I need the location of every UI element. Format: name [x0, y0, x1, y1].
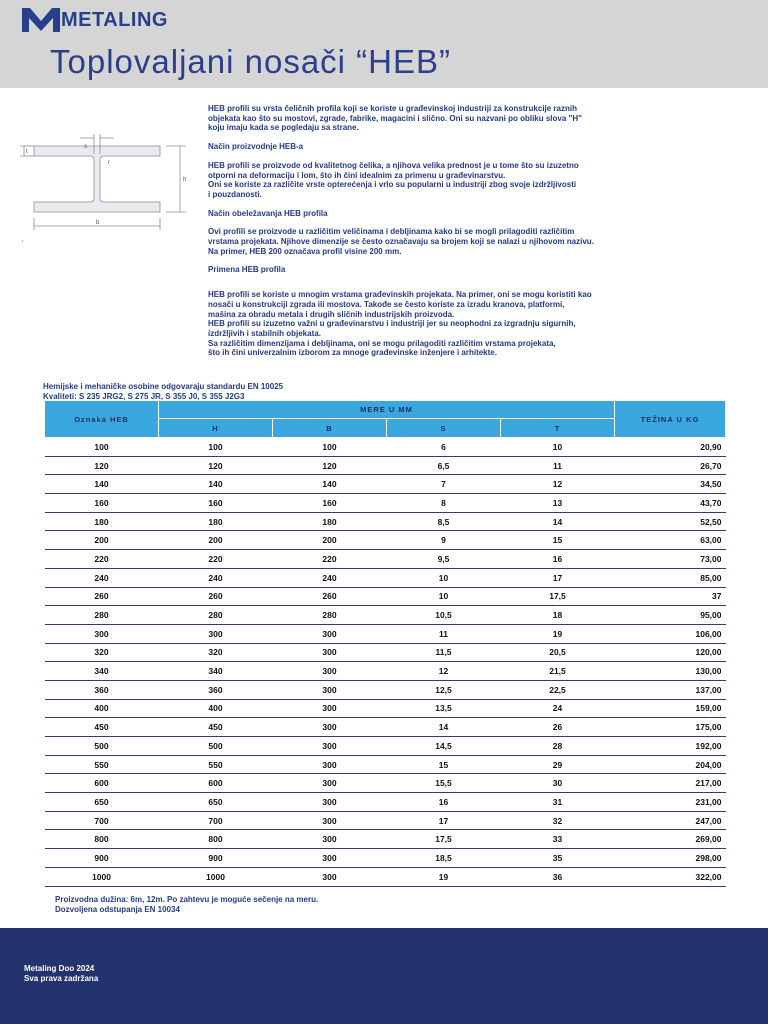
table-cell: 450 [45, 718, 159, 737]
table-cell: 36 [501, 867, 615, 886]
quality-line-2: Kvaliteti: S 235 JRG2, S 275 JR, S 355 J0, S 355 J2G3 [43, 391, 245, 401]
table-cell: 73,00 [615, 550, 726, 569]
table-row [45, 438, 726, 457]
table-cell: 10 [387, 568, 501, 587]
table-cell: 600 [159, 774, 273, 793]
page-title: Toplovaljani nosači “HEB” [50, 43, 452, 80]
table-cell: 269,00 [615, 830, 726, 849]
section-heading-application: Primena HEB profila [208, 265, 286, 275]
table-cell: 33 [501, 830, 615, 849]
brand-name: METALING [61, 9, 168, 31]
table-row [45, 643, 726, 662]
table-cell: 300 [273, 718, 387, 737]
table-cell: 18,5 [387, 849, 501, 868]
table-cell: 220 [159, 550, 273, 569]
table-cell: 160 [273, 494, 387, 513]
table-cell: 600 [45, 774, 159, 793]
table-cell: 20,90 [615, 438, 726, 457]
table-cell: 137,00 [615, 680, 726, 699]
quality-line-1: Hemijske i mehaničke osobine odgovaraju standardu EN 10025 [43, 382, 284, 391]
table-cell: 650 [45, 793, 159, 812]
table-cell: 300 [273, 830, 387, 849]
table-cell: 240 [45, 568, 159, 587]
subheader-h: H [159, 419, 273, 438]
note-line-2: Dozvoljena odstupanja EN 10034 [55, 905, 180, 914]
table-row [45, 737, 726, 756]
table-cell: 550 [45, 755, 159, 774]
note-line-1: Proizvodna dužina: 6m, 12m. Po zahtevu je moguće sečenje na meru. [55, 895, 319, 904]
table-cell: 11 [387, 624, 501, 643]
table-cell: 13,5 [387, 699, 501, 718]
dim-label-b: b [96, 220, 100, 226]
quality-info [43, 382, 283, 401]
subheader-t: T [501, 419, 615, 438]
footer-rights: Sva prava zadržana [24, 974, 99, 983]
table-cell: 900 [159, 849, 273, 868]
table-cell: 13 [501, 494, 615, 513]
intro-paragraph-3: Ovi profili se proizvode u različitim veličinama i debljinama kako bi se mogli prilagoditi različitim vrstama projekata. Njihove dimenzije se često označavaju sa brojem koji se nalazi u njihovom nazivu. Na primer, HEB 200 označava profil visine 200 mm. [208, 227, 594, 256]
table-cell: 200 [273, 531, 387, 550]
dim-label-r: r [108, 160, 110, 166]
table-cell: 300 [45, 624, 159, 643]
table-cell: 800 [159, 830, 273, 849]
table-cell: 14 [387, 718, 501, 737]
table-cell: 52,50 [615, 512, 726, 531]
table-cell: 400 [159, 699, 273, 718]
table-cell: 1000 [159, 867, 273, 886]
table-cell: 280 [273, 606, 387, 625]
table-cell: 100 [45, 438, 159, 457]
table-cell: 240 [273, 568, 387, 587]
table-cell: 160 [45, 494, 159, 513]
table-cell: 17 [387, 811, 501, 830]
table-cell: 21,5 [501, 662, 615, 681]
footer-company: Metaling Doo 2024 [24, 964, 95, 973]
table-cell: 130,00 [615, 662, 726, 681]
table-row [45, 531, 726, 550]
table-cell: 140 [273, 475, 387, 494]
table-cell: 300 [273, 849, 387, 868]
table-cell: 300 [273, 680, 387, 699]
table-cell: 322,00 [615, 867, 726, 886]
brand-logo[interactable] [22, 8, 168, 32]
table-cell: 300 [273, 737, 387, 756]
table-row [45, 755, 726, 774]
table-cell: 10,5 [387, 606, 501, 625]
table-cell: 12 [501, 475, 615, 494]
table-cell: 6 [387, 438, 501, 457]
table-cell: 140 [159, 475, 273, 494]
table-cell: 340 [45, 662, 159, 681]
table-cell: 20,5 [501, 643, 615, 662]
table-cell: 9,5 [387, 550, 501, 569]
table-cell: 9 [387, 531, 501, 550]
table-cell: 15 [387, 755, 501, 774]
table-cell: 300 [273, 811, 387, 830]
table-row [45, 494, 726, 513]
dim-label-s: s [84, 144, 87, 150]
table-cell: 11,5 [387, 643, 501, 662]
table-cell: 26 [501, 718, 615, 737]
table-cell: 12,5 [387, 680, 501, 699]
table-cell: 26,70 [615, 456, 726, 475]
table-row [45, 568, 726, 587]
table-cell: 34,50 [615, 475, 726, 494]
heb-table [44, 400, 725, 887]
table-row [45, 606, 726, 625]
table-cell: 7 [387, 475, 501, 494]
table-cell: 260 [159, 587, 273, 606]
table-row [45, 587, 726, 606]
table-cell: 22,5 [501, 680, 615, 699]
table-cell: 12 [387, 662, 501, 681]
header-designation: Oznaka HEB [45, 401, 159, 438]
table-cell: 120,00 [615, 643, 726, 662]
table-cell: 220 [45, 550, 159, 569]
table-row [45, 475, 726, 494]
table-cell: 100 [273, 438, 387, 457]
table-cell: 260 [45, 587, 159, 606]
table-row [45, 718, 726, 737]
table-cell: 19 [501, 624, 615, 643]
table-cell: 231,00 [615, 793, 726, 812]
subheader-s: S [387, 419, 501, 438]
section-heading-marking: Način obeležavanja HEB profila [208, 208, 328, 218]
table-cell: 106,00 [615, 624, 726, 643]
footer-band [0, 928, 768, 1024]
table-cell: 120 [45, 456, 159, 475]
table-row [45, 680, 726, 699]
table-row [45, 662, 726, 681]
footer-text [24, 964, 98, 984]
table-row [45, 512, 726, 531]
table-row [45, 456, 726, 475]
table-cell: 29 [501, 755, 615, 774]
table-cell: 300 [273, 624, 387, 643]
table-cell: 6,5 [387, 456, 501, 475]
table-cell: 260 [273, 587, 387, 606]
table-cell: 340 [159, 662, 273, 681]
dim-label-h: h [183, 177, 187, 183]
table-cell: 100 [159, 438, 273, 457]
table-row [45, 699, 726, 718]
table-cell: 800 [45, 830, 159, 849]
table-cell: 14,5 [387, 737, 501, 756]
table-cell: 300 [273, 643, 387, 662]
table-cell: 217,00 [615, 774, 726, 793]
table-cell: 280 [159, 606, 273, 625]
table-cell: 300 [273, 662, 387, 681]
table-row [45, 774, 726, 793]
table-cell: 300 [273, 699, 387, 718]
table-cell: 19 [387, 867, 501, 886]
table-cell: 17,5 [387, 830, 501, 849]
table-cell: 247,00 [615, 811, 726, 830]
table-cell: 650 [159, 793, 273, 812]
table-cell: 140 [45, 475, 159, 494]
table-cell: 500 [159, 737, 273, 756]
table-cell: 11 [501, 456, 615, 475]
table-cell: 200 [159, 531, 273, 550]
table-cell: 220 [273, 550, 387, 569]
table-cell: 180 [273, 512, 387, 531]
table-row [45, 811, 726, 830]
table-cell: 15 [501, 531, 615, 550]
table-cell: 700 [45, 811, 159, 830]
table-cell: 320 [159, 643, 273, 662]
table-cell: 14 [501, 512, 615, 531]
table-row [45, 867, 726, 886]
table-cell: 200 [45, 531, 159, 550]
table-cell: 16 [387, 793, 501, 812]
table-cell: 160 [159, 494, 273, 513]
intro-text [208, 104, 733, 367]
header-weight: TEŽINA U KG [615, 401, 726, 438]
table-cell: 18 [501, 606, 615, 625]
table-cell: 240 [159, 568, 273, 587]
table-cell: 900 [45, 849, 159, 868]
table-cell: 8 [387, 494, 501, 513]
table-cell: 400 [45, 699, 159, 718]
table-cell: 10 [387, 587, 501, 606]
table-cell: 10 [501, 438, 615, 457]
table-cell: 280 [45, 606, 159, 625]
table-cell: 31 [501, 793, 615, 812]
table-body [45, 438, 726, 887]
table-cell: 204,00 [615, 755, 726, 774]
table-cell: 120 [273, 456, 387, 475]
header-dimensions: MERE U MM [159, 401, 615, 419]
table-row [45, 849, 726, 868]
table-cell: 43,70 [615, 494, 726, 513]
metaling-m-icon [22, 8, 60, 32]
table-cell: 180 [45, 512, 159, 531]
table-cell: 15,5 [387, 774, 501, 793]
table-cell: 500 [45, 737, 159, 756]
table-cell: 300 [159, 624, 273, 643]
table-cell: 63,00 [615, 531, 726, 550]
table-cell: 35 [501, 849, 615, 868]
table-cell: 28 [501, 737, 615, 756]
table-cell: 180 [159, 512, 273, 531]
table-cell: 24 [501, 699, 615, 718]
production-notes [55, 895, 318, 915]
table-cell: 450 [159, 718, 273, 737]
table-cell: 17 [501, 568, 615, 587]
table-cell: 320 [45, 643, 159, 662]
table-cell: 30 [501, 774, 615, 793]
table-cell: 550 [159, 755, 273, 774]
table-cell: 300 [273, 793, 387, 812]
table-row [45, 830, 726, 849]
header-band [0, 0, 768, 88]
table-cell: 298,00 [615, 849, 726, 868]
table-cell: 192,00 [615, 737, 726, 756]
table-cell: 700 [159, 811, 273, 830]
table-cell: 95,00 [615, 606, 726, 625]
intro-paragraph-2: HEB profili se proizvode od kvalitetnog čelika, a njihova velika prednost je u tome što su izuzetno otporni na deformaciju i lom, što ih čini idealnim za primenu u građevinarstvu. Oni se koriste za različite vrste opterećenja i vrlo su popularni u industriji zbog svoje izdržljivosti i pouzdanosti. [208, 160, 579, 199]
table-row [45, 624, 726, 643]
table-cell: 85,00 [615, 568, 726, 587]
heb-profile-diagram [20, 134, 200, 246]
intro-paragraph-4: HEB profili se koriste u mnogim vrstama građevinskih projekata. Na primer, oni se mogu koristiti kao nosači u konstrukciji zgrada ili mostova. Takođe se često koriste za izradu kranova, platformi, mašina za obradu metala i drugih sličnih industrijskih proizvoda. HEB profili su izuzetno važni u građevinarstvu i industriji jer su neophodni za izgradnju sigurnih, izdržljivih i stabilnih objekata. Sa različitim dimenzijama i debljinama, oni se mogu prilagoditi različitim vrstama projekata, što ih čini univerzalnim izborom za mnoge građevinske inženjere i arhitekte. [208, 290, 592, 358]
table-cell: 159,00 [615, 699, 726, 718]
section-heading-production: Način proizvodnje HEB-a [208, 142, 304, 152]
table-cell: 8,5 [387, 512, 501, 531]
table-row [45, 550, 726, 569]
table-cell: 1000 [45, 867, 159, 886]
table-cell: 360 [159, 680, 273, 699]
table-cell: 300 [273, 867, 387, 886]
table-cell: 32 [501, 811, 615, 830]
table-cell: 360 [45, 680, 159, 699]
table-cell: 120 [159, 456, 273, 475]
dim-label-t: t [26, 149, 28, 155]
subheader-b: B [273, 419, 387, 438]
table-cell: 175,00 [615, 718, 726, 737]
table-row [45, 793, 726, 812]
table-cell: 37 [615, 587, 726, 606]
intro-paragraph-1: HEB profili su vrsta čeličnih profila koji se koriste u građevinskoj industriji za konstrukcije raznih objekata kao što su mostovi, zgrade, fabrike, magacini i slično. Oni su nazvani po obliku slova "H" koju imaju kada se pogledaju sa strane. [208, 104, 582, 133]
table-cell: 16 [501, 550, 615, 569]
table-cell: 300 [273, 755, 387, 774]
table-cell: 300 [273, 774, 387, 793]
table-cell: 17,5 [501, 587, 615, 606]
